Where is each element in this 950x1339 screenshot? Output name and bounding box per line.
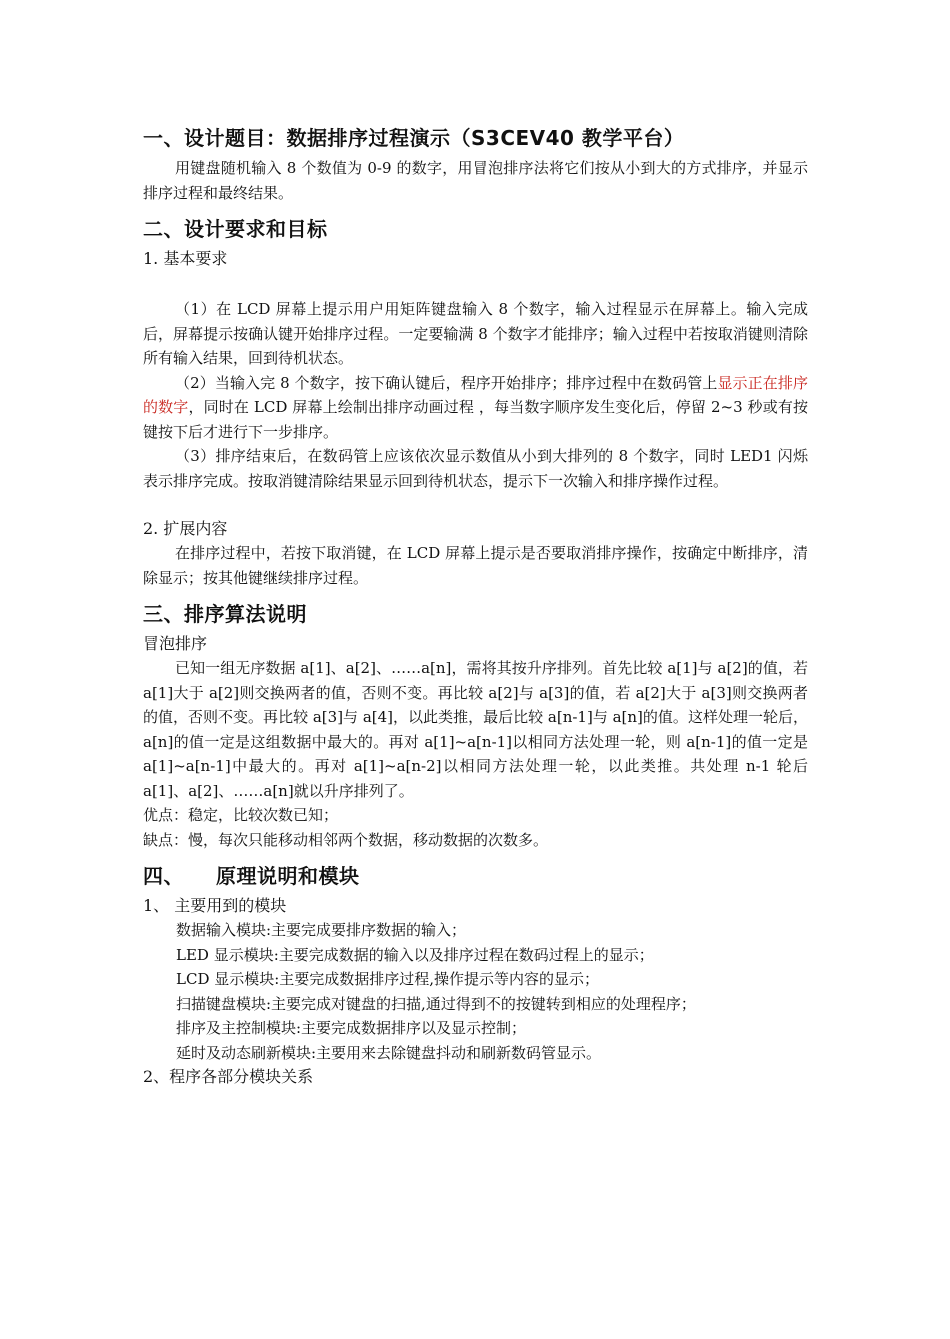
algorithm-description: 已知一组无序数据 a[1]、a[2]、……a[n]，需将其按升序排列。首先比较 a[1]与 a[2]的值，若 a[1]大于 a[2]则交换两者的值，否则不变。再比较 a[2]与 a[3]的值，若 a[2]大于 a[3]则交换两者的值，否则不变。再比较 a[3]与 a[4]，以此类推，最后比较 a[n-1]与 a[n]的值。这样处理一轮后，a[n]的值一定是这组数据中最大的。再对 a[1]~a[n-1]以相同方法处理一轮，则 a[n-1]的值一定是 a[1]~a[n-1]中最大的。再对 a[1]~a[n-2]以相同方法处理一轮，以此类推。共处理 n-1 轮后 a[1]、a[2]、……a[n]就以升序排列了。 <box>143 659 808 800</box>
section-1-title: 一、设计题目：数据排序过程演示（S3CEV40 教学平台） <box>143 126 685 150</box>
requirement-3: （3）排序结束后，在数码管上应该依次显示数值从小到大排列的 8 个数字，同时 LED1 闪烁表示排序完成。按取消键清除结果显示回到待机状态，提示下一次输入和排序操作过程。 <box>143 447 808 490</box>
module-item: 延时及动态刷新模块:主要用来去除键盘抖动和刷新数码管显示。 <box>176 1043 602 1062</box>
document-page <box>143 120 808 1089</box>
extension-heading: 2. 扩展内容 <box>143 519 228 538</box>
algorithm-cons: 缺点：慢，每次只能移动相邻两个数据，移动数据的次数多。 <box>143 830 549 849</box>
requirement-2-text-before: （2）当输入完 8 个数字，按下确认键后，程序开始排序；排序过程中在数码管上 <box>175 373 718 392</box>
requirement-2 <box>143 371 808 445</box>
module-relation-heading: 2、程序各部分模块关系 <box>143 1067 314 1086</box>
section-3-title: 三、排序算法说明 <box>143 602 307 626</box>
module-list <box>143 918 808 1065</box>
extension-body: 在排序过程中，若按下取消键，在 LCD 屏幕上提示是否要取消排序操作，按确定中断排序，清除显示；按其他键继续排序过程。 <box>143 544 808 587</box>
module-item: 扫描键盘模块:主要完成对键盘的扫描,通过得到不的按键转到相应的处理程序； <box>176 994 696 1013</box>
module-item: 排序及主控制模块:主要完成数据排序以及显示控制； <box>176 1019 527 1037</box>
basic-requirements-heading: 1. 基本要求 <box>143 249 228 268</box>
bubble-sort-subtitle: 冒泡排序 <box>143 634 208 653</box>
requirement-1: （1）在 LCD 屏幕上提示用户用矩阵键盘输入 8 个数字，输入过程显示在屏幕上。输入完成后，屏幕提示按确认键开始排序过程。一定要输满 8 个数字才能排序；输入过程中若按取消键则清除所有输入结果，回到待机状态。 <box>143 300 808 367</box>
section-2-title: 二、设计要求和目标 <box>143 217 328 241</box>
requirement-2-text-after: ，同时在 LCD 屏幕上绘制出排序动画过程 ，每当数字顺序发生变化后，停留 2~3 秒或有按键按下后才进行下一步排序。 <box>143 398 808 441</box>
section-1-body: 用键盘随机输入 8 个数值为 0-9 的数字，用冒泡排序法将它们按从小到大的方式排序，并显示排序过程和最终结果。 <box>143 159 808 202</box>
module-item: LED 显示模块:主要完成数据的输入以及排序过程在数码过程上的显示； <box>176 945 654 964</box>
requirement-2-highlight: 显示正在排序的数字 <box>143 373 808 416</box>
module-item: LCD 显示模块:主要完成数据排序过程,操作提示等内容的显示； <box>176 970 600 988</box>
algorithm-pros: 优点：稳定，比较次数已知； <box>143 806 339 824</box>
module-item: 数据输入模块:主要完成要排序数据的输入； <box>176 921 467 939</box>
section-4-title <box>143 858 808 894</box>
section-4-title-text: 原理说明和模块 <box>216 864 360 888</box>
section-4-number: 四、 <box>143 864 184 888</box>
modules-heading: 1、 主要用到的模块 <box>143 896 287 915</box>
